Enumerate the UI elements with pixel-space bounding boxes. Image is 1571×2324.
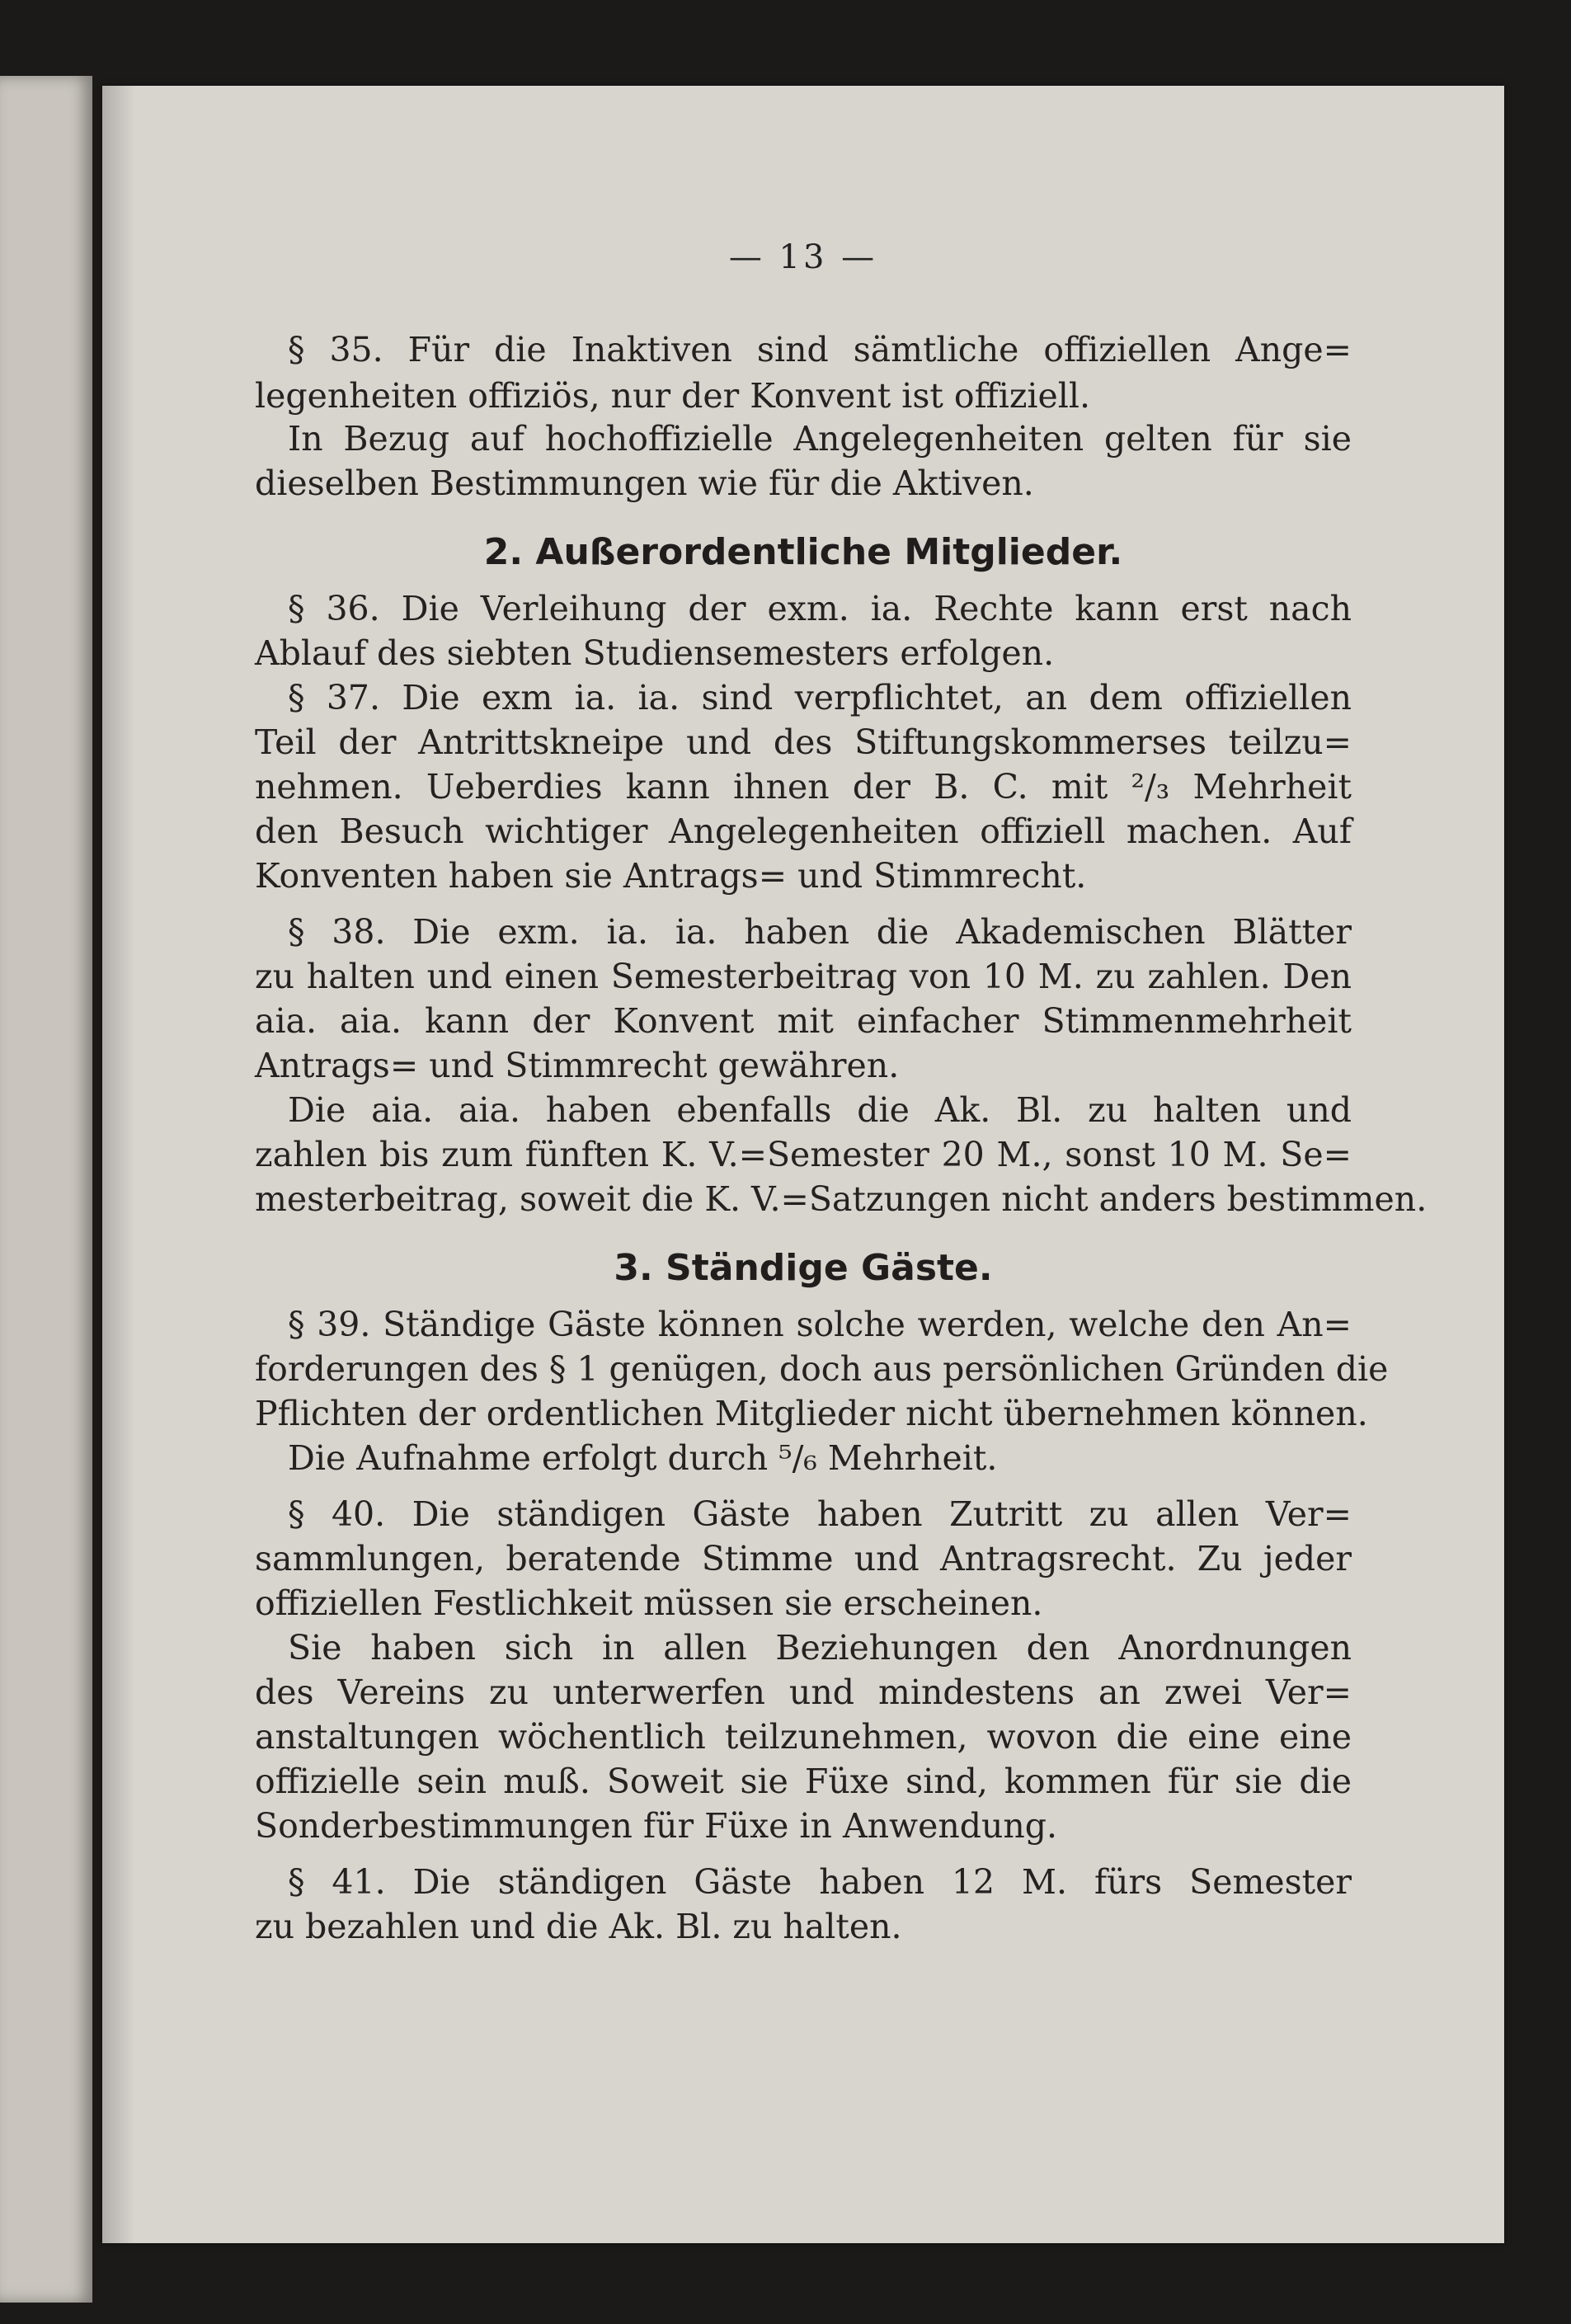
text-line: zu halten und einen Semesterbeitrag von 10 M. zu zahlen. Den [255, 957, 1352, 996]
text-line: Die Aufnahme erfolgt durch ⁵/₆ Mehrheit. [288, 1438, 998, 1478]
text-line: zahlen bis zum fünften K. V.=Semester 20 M., sonst 10 M. Se= [255, 1135, 1352, 1174]
book-page [102, 86, 1504, 2243]
text-line: anstaltungen wöchentlich teilzunehmen, wovon die eine eine [255, 1717, 1352, 1757]
text-line: Pflichten der ordentlichen Mitglieder nicht übernehmen können. [255, 1394, 1368, 1433]
text-line: den Besuch wichtiger Angelegenheiten offiziell machen. Auf [255, 812, 1352, 851]
text-line: sammlungen, beratende Stimme und Antragsrecht. Zu jeder [255, 1539, 1352, 1578]
text-line: § 39. Ständige Gäste können solche werden, welche den An= [288, 1305, 1352, 1344]
text-line: Antrags= und Stimmrecht gewähren. [255, 1046, 900, 1085]
text-line: forderungen des § 1 genügen, doch aus persönlichen Gründen die [255, 1349, 1389, 1389]
text-line: § 40. Die ständigen Gäste haben Zutritt zu allen Ver= [288, 1494, 1352, 1534]
text-line: Die aia. aia. haben ebenfalls die Ak. Bl. zu halten und [288, 1090, 1352, 1130]
text-line: § 37. Die exm ia. ia. sind verpflichtet, an dem offiziellen [288, 678, 1352, 717]
text-line: In Bezug auf hochoffizielle Angelegenheiten gelten für sie [288, 419, 1352, 459]
text-line: Ablauf des siebten Studiensemesters erfolgen. [255, 633, 1055, 673]
text-line: § 38. Die exm. ia. ia. haben die Akademischen Blätter [288, 912, 1352, 952]
text-line: Teil der Antrittskneipe und des Stiftungskommerses teilzu= [255, 722, 1352, 762]
text-line: § 35. Für die Inaktiven sind sämtliche offiziellen Ange= [288, 330, 1352, 369]
text-line: dieselben Bestimmungen wie für die Aktiven. [255, 463, 1034, 503]
text-line: mesterbeitrag, soweit die K. V.=Satzungen nicht anders bestimmen. [255, 1179, 1428, 1219]
text-line: nehmen. Ueberdies kann ihnen der B. C. mit ²/₃ Mehrheit [255, 767, 1352, 807]
text-line: § 36. Die Verleihung der exm. ia. Rechte kann erst nach [288, 589, 1352, 628]
page-gutter-shadow [102, 86, 135, 2243]
text-line: Sonderbestimmungen für Füxe in Anwendung. [255, 1806, 1058, 1846]
section-heading: 3. Ständige Gäste. [614, 1247, 993, 1289]
section-heading: 2. Außerordentliche Mitglieder. [483, 531, 1123, 573]
text-line: Sie haben sich in allen Beziehungen den Anordnungen [288, 1628, 1352, 1668]
text-line: § 41. Die ständigen Gäste haben 12 M. fürs Semester [288, 1862, 1352, 1902]
text-line: Konventen haben sie Antrags= und Stimmrecht. [255, 856, 1087, 896]
text-line: zu bezahlen und die Ak. Bl. zu halten. [255, 1907, 902, 1946]
text-line: offiziellen Festlichkeit müssen sie erscheinen. [255, 1583, 1043, 1623]
previous-page-edge [0, 76, 92, 2303]
text-line: des Vereins zu unterwerfen und mindestens an zwei Ver= [255, 1672, 1352, 1712]
previous-page-text-fragments [0, 76, 33, 2303]
page-number: — 13 — [728, 238, 878, 276]
text-line: aia. aia. kann der Konvent mit einfacher Stimmenmehrheit [255, 1001, 1352, 1041]
text-line: offizielle sein muß. Soweit sie Füxe sind, kommen für sie die [255, 1762, 1352, 1801]
text-line: legenheiten offiziös, nur der Konvent ist offiziell. [255, 376, 1091, 416]
